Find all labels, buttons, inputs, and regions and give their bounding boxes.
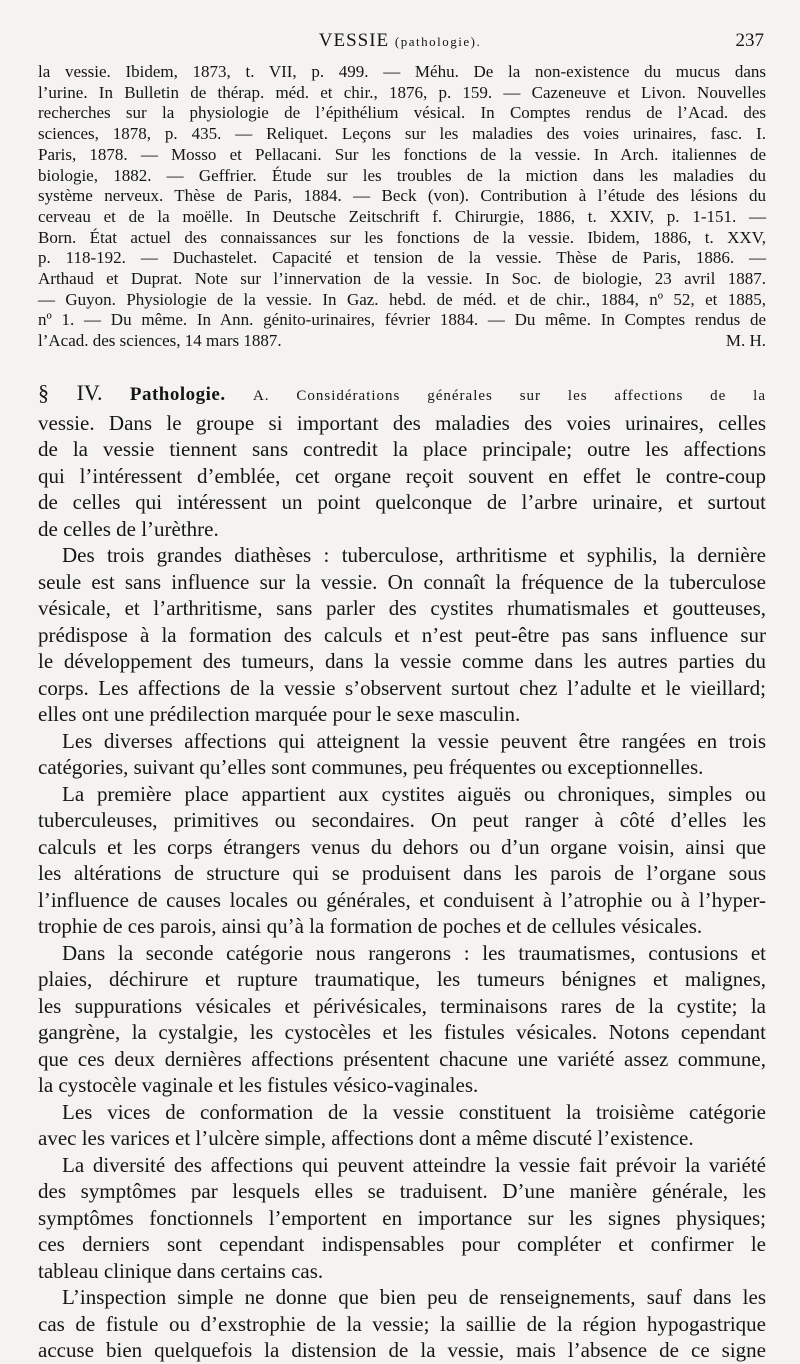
text-line: tableau clinique dans certains cas.	[38, 1258, 324, 1283]
text-line: de celles qui intéressent un point quelconque de l’arbre urinaire, et surtout	[38, 490, 766, 514]
paragraph	[38, 542, 766, 728]
text-line: ces derniers sont cependant indispensables pour compléter et confirmer le	[38, 1232, 766, 1256]
reference-line: nº 1. — Du même. In Ann. génito-urinaires, février 1884. — Du même. In Comptes rendus de	[38, 310, 766, 330]
text-line: elles ont une prédilection marquée pour le sexe masculin.	[38, 702, 521, 726]
reference-line: Paris, 1878. — Mosso et Pellacani. Sur les fonctions de la vessie. In Arch. italiennes de	[38, 144, 766, 164]
text-line: avec les varices et l’ulcère simple, affections dont a même discuté l’existence.	[38, 1126, 694, 1150]
text-line: accuse bien quelquefois la distension de la vessie, mais l’absence de ce signe	[38, 1338, 766, 1362]
paragraph	[38, 940, 766, 1099]
reference-line: p. 118-192. — Duchastelet. Capacité et tension de la vessie. Thèse de Paris, 1886. —	[38, 248, 766, 268]
text-line: calculs et les corps étrangers venus du dehors ou d’un organe voisin, ainsi que	[38, 834, 766, 859]
paragraph	[38, 410, 766, 543]
paragraph	[38, 781, 766, 940]
main-text	[38, 380, 766, 1364]
text-line: plaies, déchirure et rupture traumatique, les tumeurs bénignes et malignes,	[38, 967, 766, 991]
text-line: qui l’intéressent d’emblée, cet organe reçoit souvent en effet le contre-coup	[38, 463, 766, 488]
text-line: l’influence de causes locales ou générales, et conduisent à l’atrophie ou à l’hyper-	[38, 887, 766, 912]
text-line: tuberculeuses, primitives ou secondaires. On peut ranger à côté d’elles les	[38, 808, 766, 832]
running-title-main: VESSIE	[318, 30, 390, 51]
text-line: seule est sans influence sur la vessie. On connaît la fréquence de la tuberculose	[38, 569, 766, 594]
text-line: le développement des tumeurs, dans la vessie comme dans les autres parties du	[38, 649, 766, 673]
text-line: vessie. Dans le groupe si important des maladies des voies urinaires, celles	[38, 410, 766, 435]
reference-text: l’Acad. des sciences, 14 mars 1887.	[38, 331, 282, 351]
reference-line: Born. État actuel des connaissances sur les fonctions de la vessie. Ibidem, 1886, t. XXV,	[38, 227, 766, 247]
reference-line: recherches sur la physiologie de l’épithélium vésical. In Comptes rendus de l’Acad. des	[38, 103, 766, 123]
reference-line: sciences, 1878, p. 435. — Reliquet. Leçons sur les maladies des voies urinaires, fasc. I.	[38, 124, 766, 144]
text-line: L’inspection simple ne donne que bien peu de renseignements, sauf dans les	[62, 1285, 766, 1309]
text-line: gangrène, la cystalgie, les cystocèles et les fistules vésicales. Notons cependant	[38, 1020, 766, 1044]
text-line: La première place appartient aux cystites aiguës ou chroniques, simples ou	[62, 781, 766, 806]
reference-line: l’urine. In Bulletin de thérap. méd. et chir., 1876, p. 159. — Cazeneuve et Livon. Nouvelles	[38, 82, 766, 102]
text-line: vésicale, et l’arthritisme, sans parler des cystites rhumatismales et goutteuses,	[38, 596, 766, 620]
running-header	[0, 30, 800, 62]
text-line: Les vices de conformation de la vessie constituent la troisième catégorie	[62, 1099, 766, 1124]
text-line: de celles de l’urèthre.	[38, 516, 219, 541]
reference-line: biologie, 1882. — Geffrier. Étude sur les troubles de la miction dans les maladies du	[38, 165, 766, 185]
running-title-paren: (pathologie).	[394, 34, 482, 49]
reference-line: cerveau et de la moëlle. In Deutsche Zeitschrift f. Chirurgie, 1886, t. XXIV, p. 1-151. —	[38, 206, 766, 226]
text-line: des symptômes par lesquels elles se traduisent. D’une manière générale, les	[38, 1179, 766, 1203]
text-line: trophie de ces parois, ainsi qu’à la formation de poches et de cellules vésicales.	[38, 914, 703, 938]
text-line: corps. Les affections de la vessie s’observent surtout chez l’adulte et le vieillard;	[38, 675, 766, 700]
paragraph	[38, 1284, 766, 1364]
subsection-heading: A. Considérations générales sur les affections de la	[252, 388, 766, 404]
text-line: Dans la seconde catégorie nous rangerons : les traumatismes, contusions et	[62, 940, 766, 965]
text-line: catégories, suivant qu’elles sont communes, peu fréquentes ou exceptionnelles.	[38, 755, 704, 779]
paragraph	[38, 1099, 766, 1152]
text-line: Des trois grandes diathèses : tuberculose, arthritisme et syphilis, la dernière	[62, 543, 766, 567]
text-line: de la vessie tiennent sans contredit la place principale; outre les affections	[38, 437, 766, 461]
bibliography-block	[38, 62, 766, 352]
reference-line-last	[38, 331, 766, 352]
section-heading	[38, 380, 766, 410]
reference-line: — Guyon. Physiologie de la vessie. In Gaz. hebd. de méd. et de chir., 1884, nº 52, et 1885,	[38, 289, 766, 309]
text-line: les suppurations vésicales et périvésicales, terminaisons rares de la cystite; la	[38, 993, 766, 1018]
reference-line: Arthaud et Duprat. Note sur l’innervation de la vessie. In Soc. de biologie, 23 avril 1887.	[38, 269, 766, 289]
page-number: 237	[735, 30, 764, 51]
text-line: prédispose à la formation des calculs et n’est peut-être pas sans influence sur	[38, 622, 766, 647]
text-line: cas de fistule ou d’exstrophie de la vessie; la saillie de la région hypogastrique	[38, 1311, 766, 1336]
text-line: symptômes fonctionnels l’emportent en importance sur les signes physiques;	[38, 1205, 766, 1230]
text-line: que ces deux dernières affections présentent chacune une variété assez commune,	[38, 1046, 766, 1071]
text-line: la cystocèle vaginale et les fistules vésico-vaginales.	[38, 1073, 479, 1097]
paragraph	[38, 1152, 766, 1285]
section-title: Pathologie.	[129, 384, 226, 405]
reference-line: la vessie. Ibidem, 1873, t. VII, p. 499. — Méhu. De la non-existence du mucus dans	[38, 62, 766, 81]
reference-line: système nerveux. Thèse de Paris, 1884. — Beck (von). Contribution à l’étude des lésions du	[38, 186, 766, 206]
text-line: La diversité des affections qui peuvent atteindre la vessie fait prévoir la variété	[62, 1152, 766, 1177]
author-signature: M. H.	[725, 331, 766, 351]
running-title	[0, 30, 800, 52]
section-number: § IV.	[38, 380, 103, 405]
text-line: Les diverses affections qui atteignent la vessie peuvent être rangées en trois	[62, 728, 766, 753]
paragraph	[38, 728, 766, 781]
text-line: les altérations de structure qui se produisent dans les parois de l’organe sous	[38, 861, 766, 885]
